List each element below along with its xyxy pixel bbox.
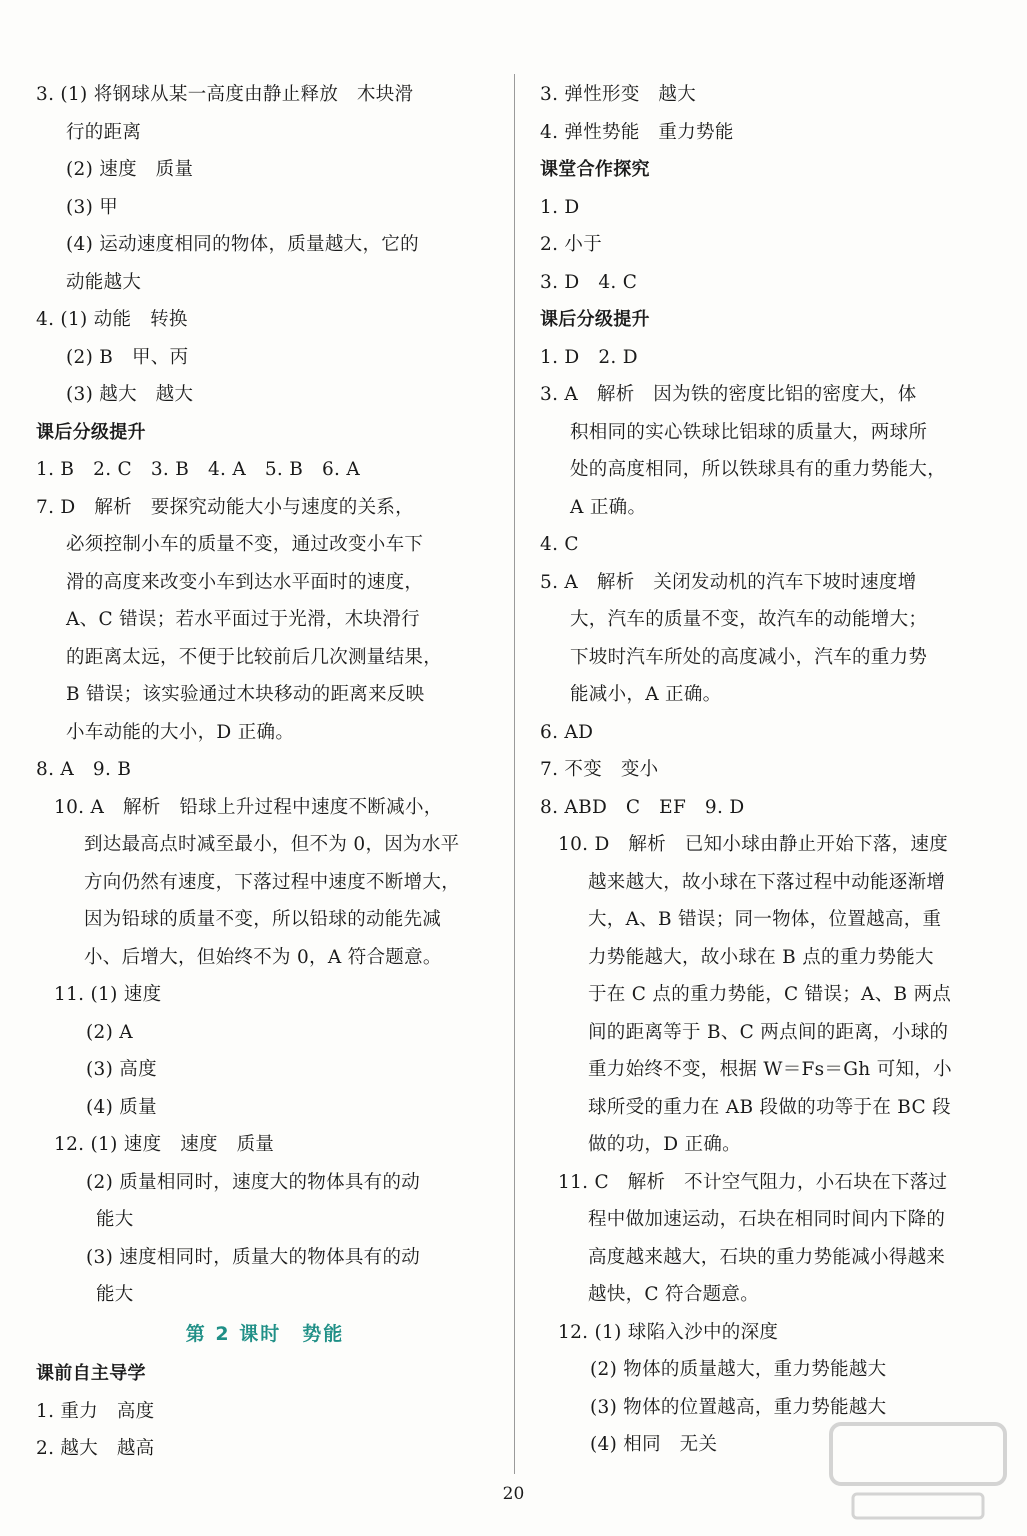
answer-line: 间的距离等于 B、C 两点间的距离，小球的 <box>588 1021 949 1043</box>
section-heading: 课堂合作探究 <box>540 159 650 180</box>
answer-line: 小车动能的大小，D 正确。 <box>66 721 295 743</box>
answer-line: (3) 高度 <box>86 1059 157 1080</box>
answer-line: (2) A <box>86 1021 133 1043</box>
lesson-title: 第 2 课时 势能 <box>185 1322 345 1345</box>
answer-line: 11. C 解析 不计空气阻力，小石块在下落过 <box>558 1171 948 1193</box>
answer-line: 1. B 2. C 3. B 4. A 5. B 6. A <box>36 459 361 480</box>
answer-line: 7. 不变 变小 <box>540 759 659 780</box>
answer-line: 能减小，A 正确。 <box>570 684 722 705</box>
answer-line: 8. A 9. B <box>36 759 132 780</box>
answer-line: 积相同的实心铁球比铝球的质量大，两球所 <box>570 421 928 443</box>
page-number: 20 <box>502 1484 525 1504</box>
answer-line: (2) 质量相同时，速度大的物体具有的动 <box>86 1171 421 1193</box>
answer-line: 力势能越大，故小球在 B 点的重力势能大 <box>588 946 934 968</box>
answer-line: 越快，C 符合题意。 <box>588 1284 760 1305</box>
answer-line: 能大 <box>96 1284 134 1305</box>
answer-line: 10. A 解析 铅球上升过程中速度不断减小， <box>54 796 443 818</box>
answer-line: (4) 相同 无关 <box>590 1434 718 1455</box>
answer-line: 滑的高度来改变小车到达水平面时的速度， <box>66 571 424 593</box>
answer-line: 行的距离 <box>66 121 142 143</box>
answer-line: (3) 物体的位置越高，重力势能越大 <box>590 1396 887 1418</box>
right-column <box>540 76 992 1464</box>
answer-line: 能大 <box>96 1209 134 1230</box>
answer-line: 大，汽车的质量不变，故汽车的动能增大； <box>570 609 928 630</box>
answer-line: B 错误；该实验通过木块移动的距离来反映 <box>66 684 425 705</box>
answer-line: 3. A 解析 因为铁的密度比铝的密度大，体 <box>540 384 917 405</box>
answer-line: 程中做加速运动，石块在相同时间内下降的 <box>588 1209 946 1230</box>
answer-line: 高度越来越大，石块的重力势能减小得越来 <box>588 1246 946 1268</box>
section-heading: 课后分级提升 <box>540 309 650 330</box>
answer-line: 重力始终不变，根据 W＝Fs＝Gh 可知，小 <box>588 1059 952 1080</box>
answer-line: 4. 弹性势能 重力势能 <box>540 121 734 143</box>
answer-line: 做的功，D 正确。 <box>588 1134 741 1155</box>
watermark-logo <box>823 1416 1013 1526</box>
answer-line: (2) 物体的质量越大，重力势能越大 <box>590 1359 887 1380</box>
answer-line: 越来越大，故小球在下落过程中动能逐渐增 <box>588 871 946 893</box>
answer-line: A 正确。 <box>570 496 647 518</box>
answer-line: (2) 速度 质量 <box>66 159 194 180</box>
answer-line: 3. (1) 将钢球从某一高度由静止释放 木块滑 <box>36 84 414 105</box>
answer-line: (4) 运动速度相同的物体，质量越大，它的 <box>66 234 419 255</box>
answer-line: 8. ABD C EF 9. D <box>540 796 745 818</box>
answer-line: 1. 重力 高度 <box>36 1400 155 1422</box>
answer-line: 6. AD <box>540 721 594 743</box>
answer-line: 的距离太远，不便于比较前后几次测量结果， <box>66 646 443 668</box>
answer-line: 2. 小于 <box>540 234 603 255</box>
answer-line: 因为铅球的质量不变，所以铅球的动能先减 <box>84 909 442 930</box>
answer-line: 5. A 解析 关闭发动机的汽车下坡时速度增 <box>540 571 917 593</box>
answer-line: 小、后增大，但始终不为 0，A 符合题意。 <box>84 946 442 968</box>
answer-line: 于在 C 点的重力势能，C 错误；A、B 两点 <box>588 984 952 1005</box>
section-heading: 课前自主导学 <box>36 1363 146 1384</box>
answer-line: 4. C <box>540 534 579 555</box>
answer-line: 球所受的重力在 AB 段做的功等于在 BC 段 <box>588 1096 951 1118</box>
answer-line: 1. D 2. D <box>540 346 638 368</box>
answer-line: (3) 速度相同时，质量大的物体具有的动 <box>86 1246 421 1268</box>
answer-line: 动能越大 <box>66 271 142 293</box>
answer-line: 3. D 4. C <box>540 271 638 293</box>
answer-line: (3) 越大 越大 <box>66 384 194 405</box>
answer-line: 12. (1) 球陷入沙中的深度 <box>558 1321 779 1343</box>
section-heading: 课后分级提升 <box>36 421 146 443</box>
answer-line: 11. (1) 速度 <box>54 984 162 1005</box>
answer-line: (4) 质量 <box>86 1096 157 1118</box>
answer-line: (3) 甲 <box>66 196 119 218</box>
answer-line: 大，A、B 错误；同一物体，位置越高，重 <box>588 909 942 930</box>
answer-line: 2. 越大 越高 <box>36 1438 155 1459</box>
answer-line: 1. D <box>540 196 580 218</box>
answer-line: 4. (1) 动能 转换 <box>36 309 188 330</box>
answer-line: 3. 弹性形变 越大 <box>540 84 697 105</box>
answer-line: A、C 错误；若水平面过于光滑，木块滑行 <box>66 609 420 630</box>
answer-line: 10. D 解析 已知小球由静止开始下落，速度 <box>558 834 949 855</box>
answer-line: 下坡时汽车所处的高度减小，汽车的重力势 <box>570 646 928 668</box>
answer-line: 处的高度相同，所以铁球具有的重力势能大， <box>570 459 947 480</box>
answer-line: 12. (1) 速度 速度 质量 <box>54 1134 275 1155</box>
column-divider <box>514 74 515 1474</box>
answer-line: 7. D 解析 要探究动能大小与速度的关系， <box>36 496 414 518</box>
answer-line: 方向仍然有速度，下落过程中速度不断增大， <box>84 871 461 893</box>
left-column <box>36 76 494 1468</box>
answer-line: 到达最高点时减至最小，但不为 0，因为水平 <box>84 834 460 855</box>
answer-line: 必须控制小车的质量不变，通过改变小车下 <box>66 534 424 555</box>
answer-line: (2) B 甲、丙 <box>66 346 189 368</box>
